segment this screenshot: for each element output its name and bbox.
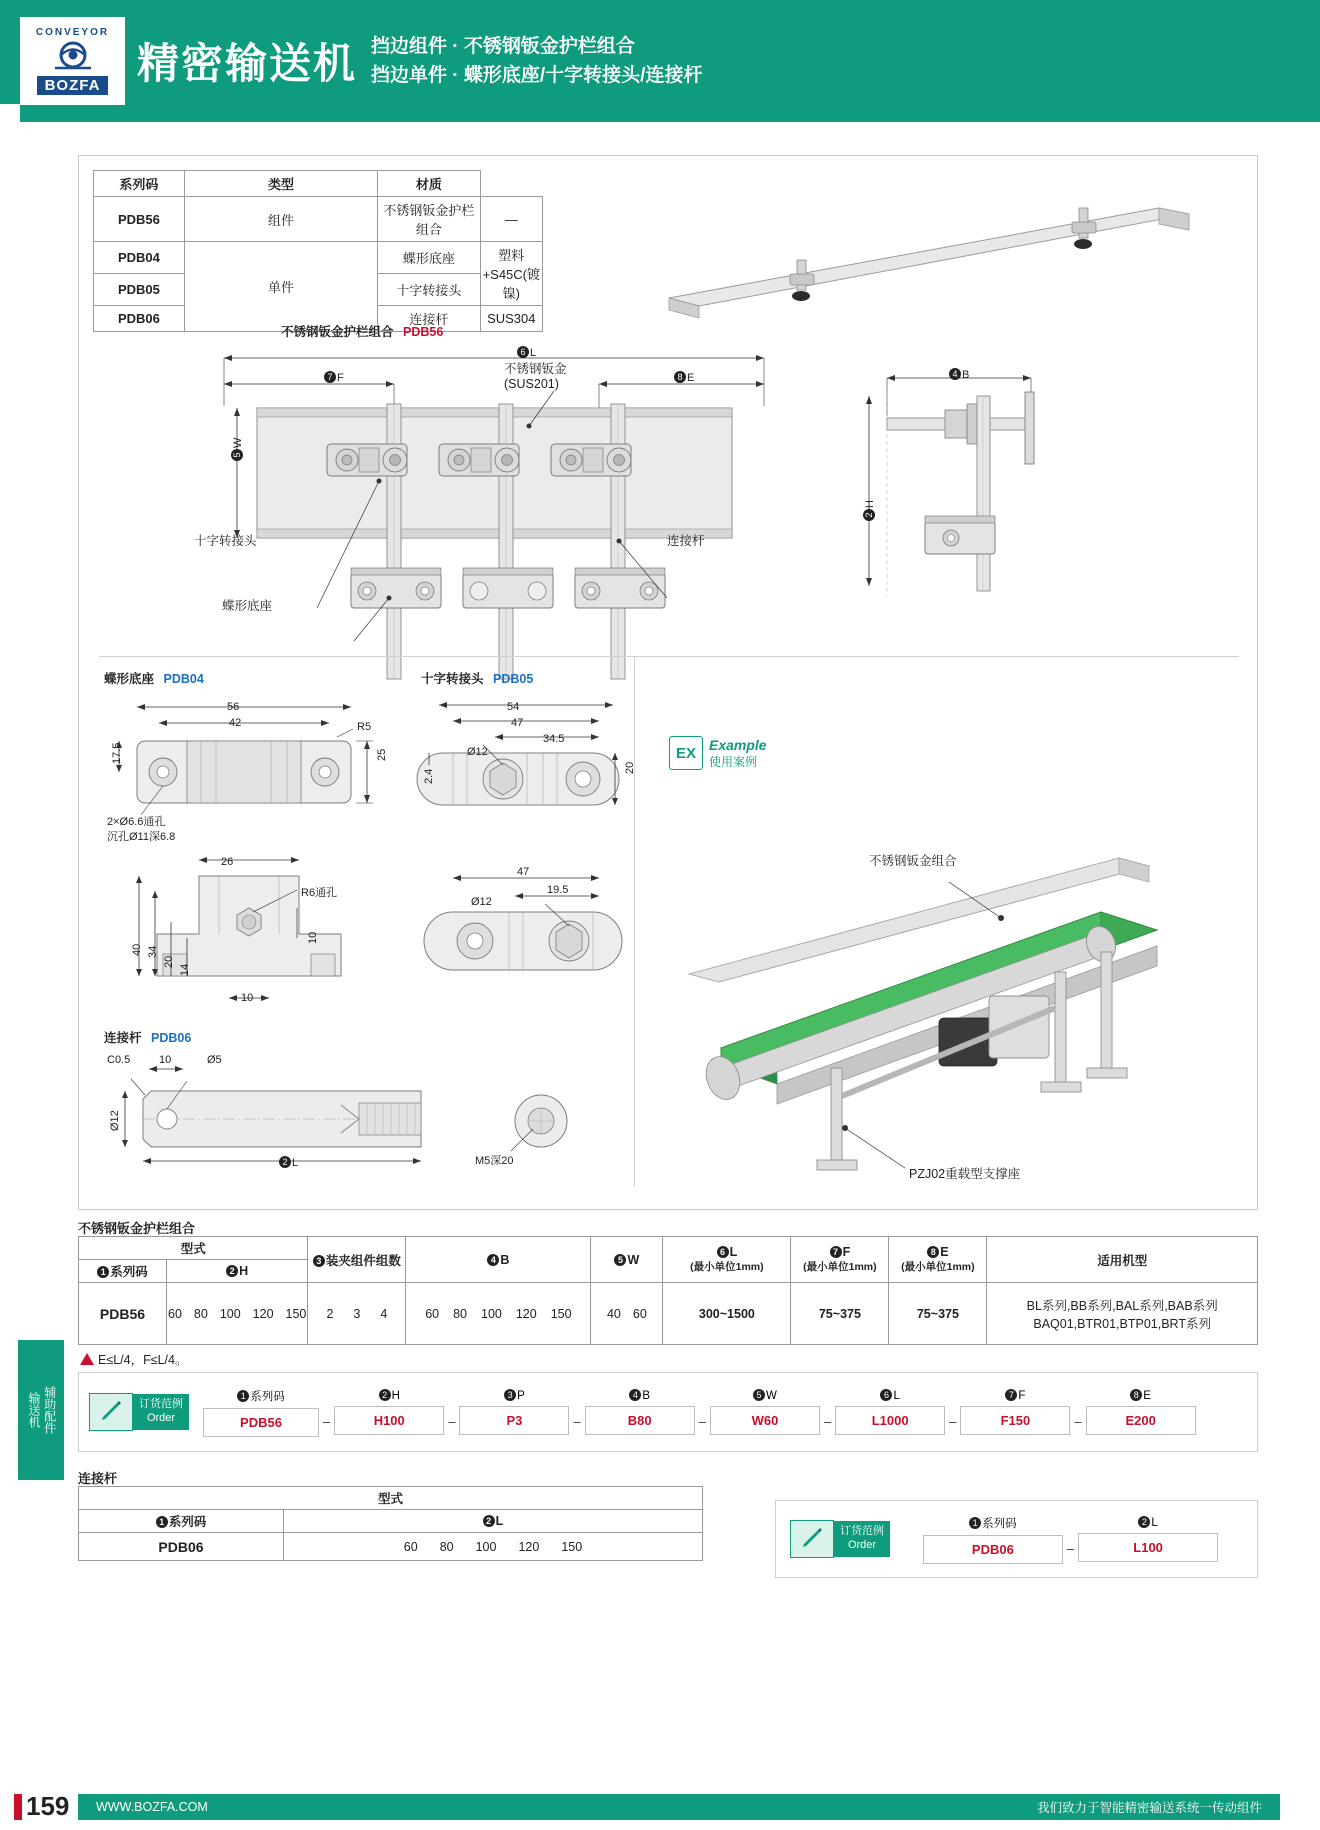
order-field-b[interactable]: 4 B B80 xyxy=(585,1389,695,1435)
footer-url[interactable]: WWW.BOZFA.COM xyxy=(96,1800,208,1814)
pdb05-dim-19_5: 19.5 xyxy=(547,884,569,896)
cell-code: PDB06 xyxy=(79,1533,284,1561)
pdb05-code: PDB05 xyxy=(493,672,534,686)
pen-icon xyxy=(89,1393,133,1431)
header-content xyxy=(20,16,1280,106)
pdb04-code: PDB04 xyxy=(163,672,204,686)
th-e-note: (最小单位1mm) xyxy=(901,1261,975,1273)
assembly-side-view xyxy=(859,356,1119,636)
callout-connect-rod: 连接杆 xyxy=(667,534,705,548)
table-row xyxy=(79,1283,1258,1345)
subtitle-line-1: 挡边组件 · 不锈钢钣金护栏组合 xyxy=(371,35,635,57)
cell-type2: 不锈钢钣金护栏组合 xyxy=(378,197,480,242)
pdb06-title: 连接杆 PDB06 xyxy=(104,1031,192,1045)
page-footer xyxy=(0,1786,1320,1830)
cell-type2: 蝶形底座 xyxy=(378,242,480,274)
order-value-l: L100 xyxy=(1078,1533,1218,1562)
cell-material: 塑料+S45C(镀镍) xyxy=(480,242,542,306)
warning-icon xyxy=(80,1353,94,1365)
th-l: 2 L xyxy=(284,1510,703,1533)
order-fields-row xyxy=(898,1515,1243,1564)
cell-l-values: 60 80 100 120 150 xyxy=(284,1533,703,1561)
callout-cross-joint: 十字转接头 xyxy=(194,534,257,548)
applicable-line-2: BAQ01,BTR01,BTP01,BRT系列 xyxy=(1033,1316,1211,1331)
cell-type2: 十字转接头 xyxy=(378,274,480,306)
pdb05-dim-d12: Ø12 xyxy=(467,746,488,758)
cell-material: SUS304 xyxy=(480,306,542,332)
th-series: 系列码 xyxy=(94,171,185,197)
pdb06-dim-10: 10 xyxy=(159,1054,172,1066)
pdb04-dim-R5: R5 xyxy=(357,721,372,733)
th-b: 4 B xyxy=(406,1237,591,1283)
cell-code: PDB06 xyxy=(94,306,185,332)
dash-icon: – xyxy=(1066,1540,1075,1556)
table-header-row xyxy=(94,171,543,197)
dash-icon: – xyxy=(823,1413,832,1429)
pdb05-dim-34_5: 34.5 xyxy=(543,733,565,745)
pdb04-note-hole: 2×Ø6.6通孔 xyxy=(107,816,166,828)
pdb04-dim-34: 34 xyxy=(147,945,159,958)
side-tab-line-2: 输送机 xyxy=(27,1392,41,1428)
order-field-e[interactable]: 8 E E200 xyxy=(1086,1389,1196,1435)
order-field-series[interactable]: 1 系列码 PDB06 xyxy=(923,1515,1063,1564)
pdb04-title: 蝶形底座 PDB04 xyxy=(104,672,204,686)
pdb04-dim-42: 42 xyxy=(229,717,242,729)
guard-spec-title: 不锈钢钣金护栏组合 xyxy=(78,1221,196,1236)
table-header-row xyxy=(79,1487,703,1510)
order-badge-label xyxy=(834,1521,890,1557)
example-callout-top: 不锈钢钣金组合 xyxy=(869,854,957,868)
callout-butterfly-base: 蝶形底座 xyxy=(222,599,273,613)
order-field-l[interactable]: 2 L L100 xyxy=(1078,1516,1218,1562)
cell-type: 组件 xyxy=(184,197,377,242)
pdb04-dim-25: 25 xyxy=(376,748,388,761)
th-e: 8 E (最小单位1mm) xyxy=(889,1237,987,1283)
pdb06-dim-d5: Ø5 xyxy=(207,1054,222,1066)
dash-icon: – xyxy=(1074,1413,1082,1429)
dim-E: 8 E xyxy=(674,371,694,384)
side-tab-line-1: 辅助配件 xyxy=(42,1386,57,1434)
th-series: 1 系列码 xyxy=(79,1260,167,1283)
dash-icon: – xyxy=(698,1413,706,1429)
example-cn-label: 使用案例 xyxy=(709,754,758,769)
table-row xyxy=(94,242,543,274)
brand-logo xyxy=(20,17,125,105)
example-badge xyxy=(669,736,767,770)
footer-bar xyxy=(78,1794,1280,1820)
assembly-diagram-title: 不锈钢钣金护栏组合 PDB56 xyxy=(281,325,444,339)
pdb04-dim-10b: 10 xyxy=(241,992,254,1004)
header-notch xyxy=(0,104,20,122)
rail-3d-illustration xyxy=(659,178,1219,308)
pdb04-dim-40: 40 xyxy=(131,943,143,956)
rod-spec-table-wrap xyxy=(78,1486,703,1561)
order-fields-row xyxy=(203,1388,1247,1437)
pdb04-dim-56: 56 xyxy=(227,701,240,713)
rod-spec-table xyxy=(78,1486,703,1561)
cell-e-value: 75~375 xyxy=(889,1283,987,1345)
dash-icon: – xyxy=(448,1413,456,1429)
cell-h-values: 60 80 100 120 150 xyxy=(167,1283,308,1345)
pdb05-side-view xyxy=(417,856,657,1006)
cell-code: PDB56 xyxy=(79,1283,167,1345)
applicable-line-1: BL系列,BB系列,BAL系列,BAB系列 xyxy=(1026,1298,1218,1313)
order-badge-cn: 订货范例 xyxy=(840,1525,884,1538)
cell-code: PDB04 xyxy=(94,242,185,274)
th-h: 2 H xyxy=(167,1260,308,1283)
order-value-f: F150 xyxy=(960,1406,1070,1435)
pdb04-dim-14: 14 xyxy=(179,963,191,976)
pdb05-dim-2_4: 2.4 xyxy=(423,768,435,784)
example-en-label: Example xyxy=(709,736,767,753)
order-badge xyxy=(790,1520,890,1558)
pdb06-dim-d12: Ø12 xyxy=(109,1110,121,1131)
table-row xyxy=(79,1533,703,1561)
th-l: 6 L (最小单位1mm) xyxy=(663,1237,791,1283)
pdb06-drawing xyxy=(101,1051,641,1181)
order-value-series: PDB56 xyxy=(203,1408,319,1437)
cell-material: — xyxy=(480,197,542,242)
th-group-form: 型式 xyxy=(79,1237,308,1260)
callout-sheet-metal: 不锈钢钣金 (SUS201) xyxy=(504,362,567,391)
ex-icon: EX xyxy=(669,736,703,770)
guard-order-panel xyxy=(78,1372,1258,1452)
th-p: 3 装夹组件组数 xyxy=(308,1237,406,1283)
pdb04-front-view xyxy=(101,846,421,1026)
rod-order-panel xyxy=(775,1500,1258,1578)
pdb05-dim-47: 47 xyxy=(511,717,524,729)
order-field-w[interactable]: 5 W W60 xyxy=(710,1389,820,1435)
th-f-note: (最小单位1mm) xyxy=(803,1261,877,1273)
th-type: 类型 xyxy=(184,171,377,197)
th-w: 5 W xyxy=(591,1237,663,1283)
pdb04-dim-R6: R6通孔 xyxy=(301,887,338,899)
guard-spec-table xyxy=(78,1236,1258,1345)
header-subtitles xyxy=(371,32,702,91)
order-badge-label xyxy=(133,1394,189,1430)
guard-note-text: E≤L/4，F≤L/4。 xyxy=(98,1353,188,1367)
pdb06-dim-C05: C0.5 xyxy=(107,1054,131,1066)
order-badge-en: Order xyxy=(146,1412,176,1424)
pdb04-dim-17_5: 17.5 xyxy=(111,742,123,764)
pdb04-note-counterbore: 沉孔Ø11深6.8 xyxy=(107,831,176,843)
dim-H: 2H xyxy=(863,500,876,521)
cell-f-value: 75~375 xyxy=(791,1283,889,1345)
cell-b-values: 60 80 100 120 150 xyxy=(406,1283,591,1345)
dim-W: 5W xyxy=(231,438,244,461)
subtitle-line-2: 挡边单件 · 蝶形底座/十字转接头/连接杆 xyxy=(371,65,703,86)
pdb05-title: 十字转接头 PDB05 xyxy=(421,672,534,686)
table-header-row-2 xyxy=(79,1510,703,1533)
pdb05-top-view xyxy=(417,691,657,836)
th-applicable: 适用机型 xyxy=(987,1237,1258,1283)
pdb05-dim-20: 20 xyxy=(624,761,636,774)
cell-p-values: 2 3 4 xyxy=(308,1283,406,1345)
dash-icon: – xyxy=(323,1413,331,1429)
cell-w-values: 40 60 xyxy=(591,1283,663,1345)
cell-code: PDB05 xyxy=(94,274,185,306)
guard-note xyxy=(80,1350,187,1368)
order-value-b: B80 xyxy=(585,1406,695,1435)
th-l-note: (最小单位1mm) xyxy=(690,1261,764,1273)
example-callout-bottom: PZJ02重载型支撑座 xyxy=(909,1167,1021,1181)
order-field-l[interactable]: 6 L L1000 xyxy=(835,1389,945,1435)
table-header-row xyxy=(79,1237,1258,1260)
th-group-form: 型式 xyxy=(79,1487,703,1510)
side-tab[interactable] xyxy=(18,1340,64,1480)
assembly-diagram-code: PDB56 xyxy=(403,325,444,339)
footer-accent-bar xyxy=(14,1794,22,1820)
order-value-l: L1000 xyxy=(835,1406,945,1435)
cell-code: PDB56 xyxy=(94,197,185,242)
order-value-p: P3 xyxy=(459,1406,569,1435)
main-content-frame xyxy=(78,155,1258,1210)
pdb04-dim-20: 20 xyxy=(163,955,175,968)
table-row xyxy=(94,197,543,242)
order-value-h: H100 xyxy=(334,1406,444,1435)
rod-spec-title: 连接杆 xyxy=(78,1471,118,1486)
conveyor-icon xyxy=(51,40,95,74)
order-field-f[interactable]: 7 F F150 xyxy=(960,1389,1070,1435)
pdb04-top-view xyxy=(101,691,421,831)
order-field-h[interactable]: 2 H H100 xyxy=(334,1389,444,1435)
pdb06-dim-L: 2 L xyxy=(279,1156,298,1169)
cell-applicable xyxy=(987,1283,1258,1345)
page-number: 159 xyxy=(26,1791,70,1821)
order-value-series: PDB06 xyxy=(923,1535,1063,1564)
dim-B: 4 B xyxy=(949,368,969,381)
pdb06-code: PDB06 xyxy=(151,1031,192,1045)
pdb04-dim-26: 26 xyxy=(221,856,234,868)
footer-slogan: 我们致力于智能精密输送系统一传动组件 xyxy=(1036,1801,1262,1815)
order-value-w: W60 xyxy=(710,1406,820,1435)
order-badge xyxy=(89,1393,189,1431)
logo-bottom-text: BOZFA xyxy=(37,76,109,95)
order-value-e: E200 xyxy=(1086,1406,1196,1435)
order-field-series[interactable]: 1 系列码 PDB56 xyxy=(203,1388,319,1437)
dim-L: 6 L xyxy=(517,346,536,359)
th-f: 7 F (最小单位1mm) xyxy=(791,1237,889,1283)
cell-type: 单件 xyxy=(184,242,377,332)
order-badge-en: Order xyxy=(847,1539,877,1551)
cell-type2: 连接杆 xyxy=(378,306,480,332)
page-title: 精密输送机 xyxy=(137,40,358,87)
section-divider-1 xyxy=(99,656,1239,657)
order-field-p[interactable]: 3 P P3 xyxy=(459,1389,569,1435)
page-header xyxy=(0,0,1320,122)
pen-icon xyxy=(790,1520,834,1558)
pdb06-dim-M5: M5深20 xyxy=(475,1155,514,1167)
order-badge-cn: 订货范例 xyxy=(139,1398,183,1411)
dim-F: 7 F xyxy=(324,371,344,384)
pdb05-dim-d12b: Ø12 xyxy=(471,896,492,908)
type-classification-table xyxy=(93,170,543,332)
pdb05-dim-47b: 47 xyxy=(517,866,530,878)
th-series: 1 系列码 xyxy=(79,1510,284,1533)
guard-spec-table-wrap xyxy=(78,1236,1258,1345)
logo-top-text: CONVEYOR xyxy=(35,27,110,38)
pdb05-dim-54: 54 xyxy=(507,701,520,713)
th-material: 材质 xyxy=(378,171,480,197)
cell-l-value: 300~1500 xyxy=(663,1283,791,1345)
dash-icon: – xyxy=(573,1413,581,1429)
pdb04-dim-10a: 10 xyxy=(307,931,319,944)
dash-icon: – xyxy=(949,1413,957,1429)
